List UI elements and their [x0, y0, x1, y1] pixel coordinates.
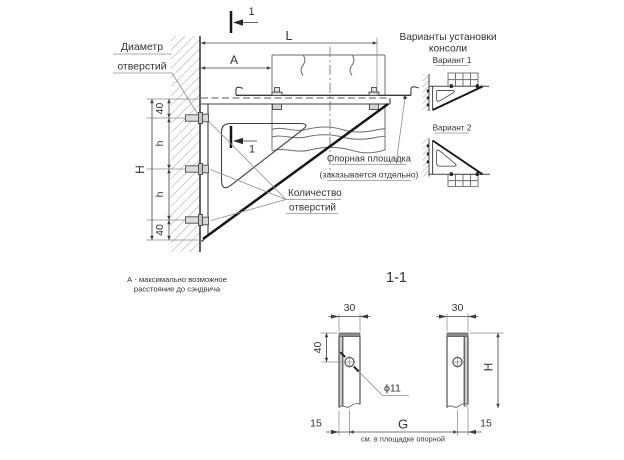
gusset-cutout	[222, 124, 306, 188]
left-plate	[312, 302, 409, 408]
hole-count-note-line1: Количество	[288, 188, 342, 199]
dim-hole-dia-label: ϕ11	[384, 382, 401, 395]
dim-A-label: A	[229, 53, 239, 67]
dim-H-section-label: H	[481, 362, 496, 372]
main-view	[113, 6, 419, 294]
variant-hypotenuse	[433, 141, 482, 174]
variant-pipe	[448, 73, 478, 86]
platform-right-hook	[411, 87, 419, 96]
dim-h-upper-label: h	[154, 140, 166, 147]
variant-2-label: Вариант 2	[432, 123, 472, 133]
dim-40-label: 40	[312, 341, 324, 354]
variant-1	[423, 56, 490, 111]
variants-title-line1: Варианты установки	[399, 32, 497, 43]
dim-40-bottom-label: 40	[154, 224, 166, 236]
pipe-break-mark	[350, 55, 354, 75]
plate-cap	[447, 333, 468, 337]
dim-15-left-label: 15	[310, 417, 322, 430]
plate-cap	[339, 333, 360, 337]
section-cut-markers	[231, 6, 258, 156]
variant-1-label: Вариант 1	[432, 56, 472, 65]
variants-title-line2: консоли	[428, 43, 468, 55]
variant-cutout	[437, 150, 456, 166]
hole-diameter-note-line1: Диаметр	[120, 41, 164, 53]
hole-count-note-line2: отверстий	[289, 202, 336, 214]
variant-cutout	[437, 91, 455, 102]
section-mark-bottom-label: 1	[248, 143, 256, 156]
section-bottom-dimensions	[310, 407, 492, 444]
variants-panel	[399, 32, 496, 187]
variant-2	[423, 124, 491, 187]
dim-30-right-label: 30	[451, 302, 464, 314]
dim-h-lower-label: h	[154, 191, 166, 198]
platform-bolt	[369, 88, 379, 110]
support-note-line1: Опорная площадка	[327, 153, 411, 164]
section-arrow	[233, 19, 243, 25]
section-arrow	[233, 138, 243, 144]
pipe-break-mark	[301, 55, 305, 75]
footnote	[127, 275, 227, 294]
dim-H-label: H	[133, 165, 147, 174]
dim-G-label: G	[397, 416, 409, 432]
dim-40-top-label: 40	[154, 102, 166, 115]
dim-L-label: L	[285, 29, 293, 43]
right-plate	[437, 302, 504, 408]
dim-15-right-label: 15	[480, 417, 492, 430]
dim-30-left-label: 30	[343, 302, 356, 314]
section-note: см. в площадке опорной	[360, 434, 446, 444]
variant-wall-hatch	[423, 139, 430, 177]
section-title: 1-1	[386, 270, 407, 286]
variant-pipe	[448, 175, 478, 187]
platform-bolt	[272, 88, 282, 110]
footnote-line1: А - максимально возможное	[127, 275, 227, 284]
section-mark-top-label: 1	[248, 6, 255, 18]
platform-bolts	[272, 88, 379, 110]
hole-diameter-note-line2: отверстий	[117, 60, 167, 73]
support-note-line2: (заказывается отдельно)	[319, 169, 419, 180]
support-platform	[236, 87, 419, 96]
platform-left-hook	[236, 87, 243, 95]
section-view	[310, 270, 503, 444]
footnote-line2: расстояние до сэндвича	[133, 284, 221, 294]
